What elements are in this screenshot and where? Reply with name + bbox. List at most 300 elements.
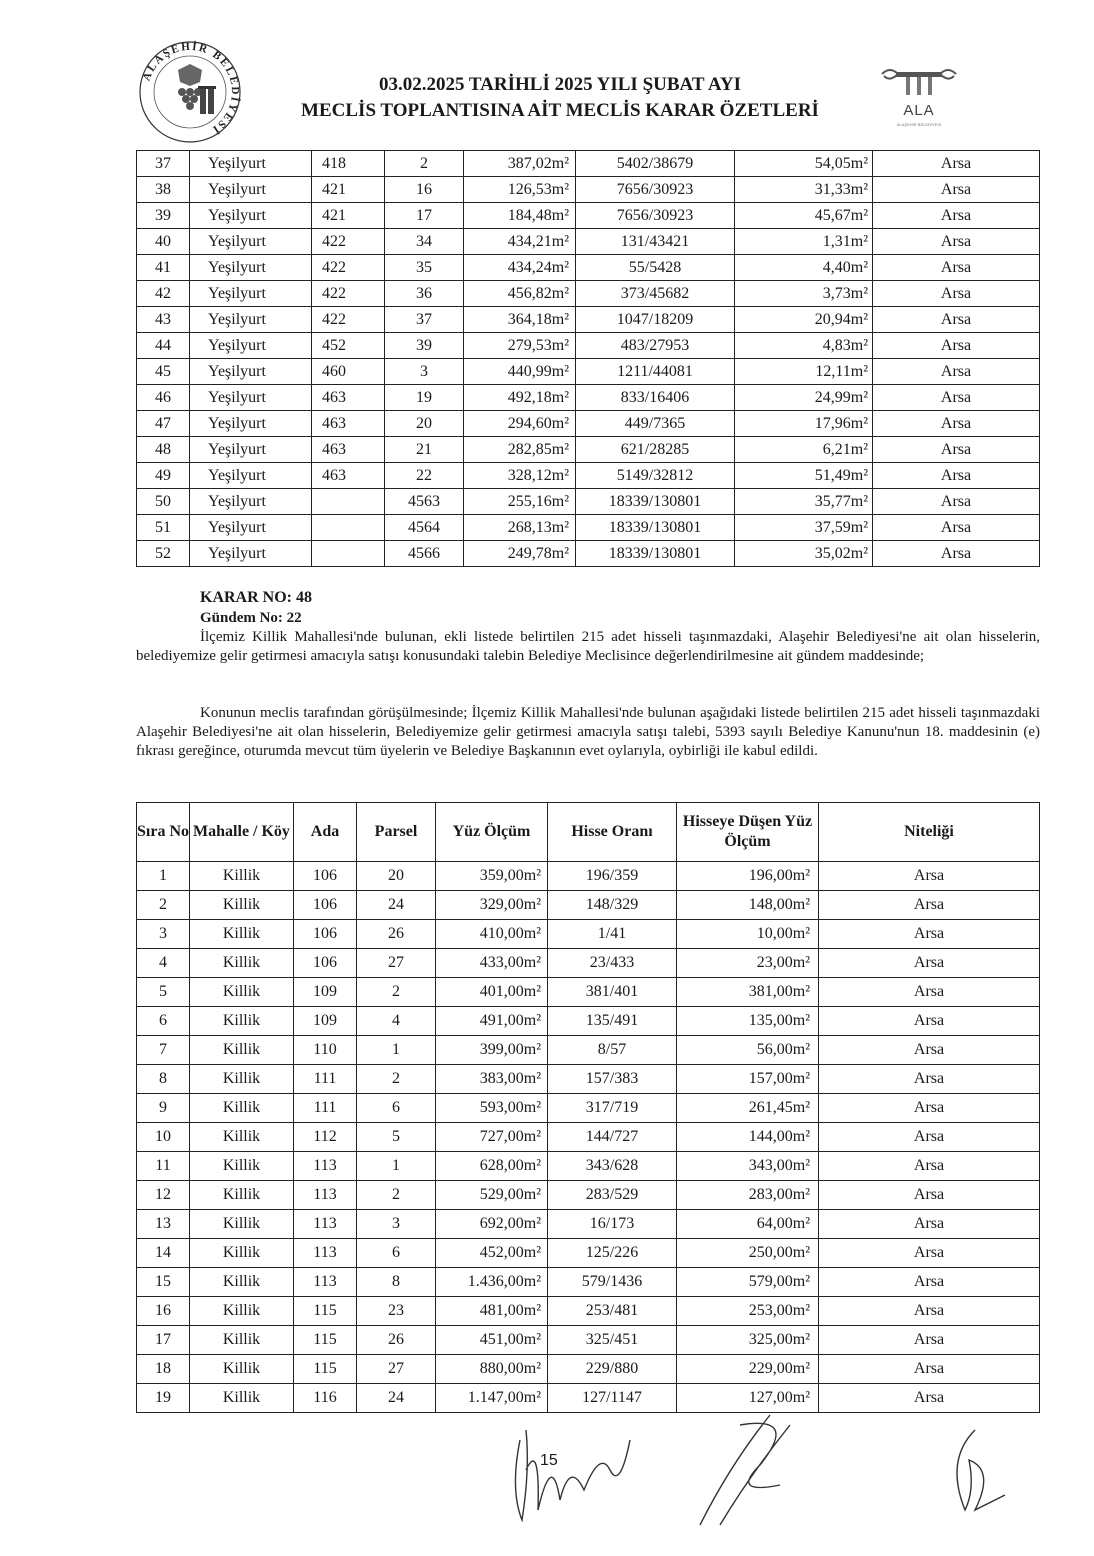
- cell-parsel: 2: [385, 151, 464, 177]
- cell-yuz: 387,02m²: [464, 151, 576, 177]
- cell-dusen: 54,05m²: [735, 151, 873, 177]
- cell-dusen: 45,67m²: [735, 203, 873, 229]
- cell-nitelik: Arsa: [873, 437, 1040, 463]
- cell-hisse: 55/5428: [576, 255, 735, 281]
- killik-parcel-table: [136, 802, 1040, 1413]
- cell-sira: 17: [137, 1326, 190, 1355]
- table-row: [137, 1210, 1040, 1239]
- cell-mahalle: Yeşilyurt: [190, 333, 312, 359]
- cell-parsel: 23: [357, 1297, 436, 1326]
- table-header-row: [137, 803, 1040, 862]
- cell-dusen: 1,31m²: [735, 229, 873, 255]
- cell-sira: 9: [137, 1094, 190, 1123]
- cell-parsel: 2: [357, 1181, 436, 1210]
- cell-mahalle: Killik: [190, 1123, 294, 1152]
- table-row: [137, 307, 1040, 333]
- cell-nitelik: Arsa: [873, 177, 1040, 203]
- cell-hisse: 7656/30923: [576, 203, 735, 229]
- title-line-2: MECLİS TOPLANTISINA AİT MECLİS KARAR ÖZETLERİ: [301, 100, 819, 121]
- table-row: [137, 541, 1040, 567]
- cell-sira: 19: [137, 1384, 190, 1413]
- header-hisseye-dusen: Hisseye Düşen Yüz Ölçüm: [677, 803, 819, 862]
- cell-sira: 52: [137, 541, 190, 567]
- cell-yuz: 434,21m²: [464, 229, 576, 255]
- cell-mahalle: Killik: [190, 1007, 294, 1036]
- cell-parsel: 37: [385, 307, 464, 333]
- cell-dusen: 157,00m²: [677, 1065, 819, 1094]
- page-title: [260, 72, 860, 124]
- cell-hisse: 381/401: [548, 978, 677, 1007]
- header-ada: Ada: [294, 803, 357, 862]
- cell-dusen: 127,00m²: [677, 1384, 819, 1413]
- cell-nitelik: Arsa: [873, 151, 1040, 177]
- cell-nitelik: Arsa: [873, 385, 1040, 411]
- karar-paragraph-1: İlçemiz Killik Mahallesi'nde bulunan, ekli listede belirtilen 215 adet hisseli taşınmazdaki, Alaşehir Belediyesi'ne ait olan hisselerin, belediyemize gelir getirmesi amacıyla satışı konusundaki talebin Belediye Meclisince değerlendirilmesine ait gündem maddesinde;: [136, 629, 1040, 664]
- table-row: [137, 437, 1040, 463]
- cell-ada: 106: [294, 862, 357, 891]
- cell-ada: 116: [294, 1384, 357, 1413]
- header-parsel: Parsel: [357, 803, 436, 862]
- cell-dusen: 325,00m²: [677, 1326, 819, 1355]
- cell-ada: 113: [294, 1268, 357, 1297]
- table-row: [137, 1036, 1040, 1065]
- cell-sira: 49: [137, 463, 190, 489]
- cell-yuz: 492,18m²: [464, 385, 576, 411]
- cell-parsel: 21: [385, 437, 464, 463]
- cell-hisse: 1/41: [548, 920, 677, 949]
- cell-parsel: 26: [357, 920, 436, 949]
- cell-mahalle: Killik: [190, 1094, 294, 1123]
- cell-nitelik: Arsa: [819, 1297, 1040, 1326]
- cell-mahalle: Killik: [190, 1268, 294, 1297]
- header-hisse-orani: Hisse Oranı: [548, 803, 677, 862]
- cell-hisse: 253/481: [548, 1297, 677, 1326]
- cell-nitelik: Arsa: [819, 891, 1040, 920]
- seal-text: ALAŞEHİR BELEDİYESİ: [140, 40, 242, 137]
- karar-no: KARAR NO: 48: [200, 589, 312, 606]
- cell-yuz: 456,82m²: [464, 281, 576, 307]
- cell-ada: 106: [294, 920, 357, 949]
- cell-hisse: 1211/44081: [576, 359, 735, 385]
- cell-yuz: 401,00m²: [436, 978, 548, 1007]
- cell-sira: 51: [137, 515, 190, 541]
- table-row: [137, 1355, 1040, 1384]
- cell-mahalle: Yeşilyurt: [190, 463, 312, 489]
- table-row: [137, 891, 1040, 920]
- cell-sira: 38: [137, 177, 190, 203]
- cell-hisse: 483/27953: [576, 333, 735, 359]
- cell-parsel: 34: [385, 229, 464, 255]
- table-row: [137, 515, 1040, 541]
- cell-parsel: 5: [357, 1123, 436, 1152]
- cell-yuz: 126,53m²: [464, 177, 576, 203]
- cell-nitelik: Arsa: [873, 307, 1040, 333]
- cell-yuz: 491,00m²: [436, 1007, 548, 1036]
- cell-sira: 14: [137, 1239, 190, 1268]
- cell-mahalle: Yeşilyurt: [190, 437, 312, 463]
- cell-ada: 422: [312, 307, 385, 333]
- table-row: [137, 1239, 1040, 1268]
- cell-parsel: 36: [385, 281, 464, 307]
- cell-ada: 113: [294, 1181, 357, 1210]
- cell-dusen: 381,00m²: [677, 978, 819, 1007]
- cell-dusen: 37,59m²: [735, 515, 873, 541]
- cell-sira: 5: [137, 978, 190, 1007]
- cell-hisse: 144/727: [548, 1123, 677, 1152]
- cell-parsel: 19: [385, 385, 464, 411]
- signature-2-icon: [690, 1405, 810, 1535]
- table-row: [137, 978, 1040, 1007]
- table-row: [137, 1384, 1040, 1413]
- cell-hisse: 373/45682: [576, 281, 735, 307]
- cell-parsel: 27: [357, 949, 436, 978]
- cell-hisse: 579/1436: [548, 1268, 677, 1297]
- cell-ada: 111: [294, 1065, 357, 1094]
- cell-parsel: 6: [357, 1094, 436, 1123]
- cell-ada: 422: [312, 229, 385, 255]
- cell-mahalle: Yeşilyurt: [190, 307, 312, 333]
- table-row: [137, 949, 1040, 978]
- cell-nitelik: Arsa: [873, 489, 1040, 515]
- cell-yuz: 184,48m²: [464, 203, 576, 229]
- table-row: [137, 1152, 1040, 1181]
- cell-ada: 109: [294, 978, 357, 1007]
- cell-dusen: 3,73m²: [735, 281, 873, 307]
- page-header: [0, 0, 1094, 150]
- table-row: [137, 333, 1040, 359]
- cell-nitelik: Arsa: [819, 1326, 1040, 1355]
- header-mahalle: Mahalle / Köy: [190, 803, 294, 862]
- table-row: [137, 1094, 1040, 1123]
- cell-mahalle: Killik: [190, 1384, 294, 1413]
- cell-ada: 115: [294, 1297, 357, 1326]
- cell-nitelik: Arsa: [819, 1181, 1040, 1210]
- cell-ada: 113: [294, 1152, 357, 1181]
- cell-yuz: 249,78m²: [464, 541, 576, 567]
- cell-ada: 463: [312, 437, 385, 463]
- cell-dusen: 4,83m²: [735, 333, 873, 359]
- cell-mahalle: Killik: [190, 1036, 294, 1065]
- cell-parsel: 3: [357, 1210, 436, 1239]
- table-row: [137, 1268, 1040, 1297]
- cell-nitelik: Arsa: [819, 1036, 1040, 1065]
- cell-sira: 39: [137, 203, 190, 229]
- cell-parsel: 1: [357, 1036, 436, 1065]
- cell-mahalle: Killik: [190, 1297, 294, 1326]
- table-row: [137, 281, 1040, 307]
- cell-ada: 452: [312, 333, 385, 359]
- cell-mahalle: Yeşilyurt: [190, 359, 312, 385]
- cell-nitelik: Arsa: [873, 229, 1040, 255]
- cell-dusen: 343,00m²: [677, 1152, 819, 1181]
- table-row: [137, 411, 1040, 437]
- cell-yuz: 329,00m²: [436, 891, 548, 920]
- header-niteligi: Niteliği: [819, 803, 1040, 862]
- cell-hisse: 16/173: [548, 1210, 677, 1239]
- cell-yuz: 452,00m²: [436, 1239, 548, 1268]
- municipality-seal-icon: [138, 40, 242, 144]
- page-number: 15: [540, 1452, 558, 1469]
- cell-sira: 3: [137, 920, 190, 949]
- cell-nitelik: Arsa: [873, 515, 1040, 541]
- cell-ada: 463: [312, 463, 385, 489]
- cell-dusen: 24,99m²: [735, 385, 873, 411]
- cell-hisse: 5402/38679: [576, 151, 735, 177]
- cell-ada: 106: [294, 949, 357, 978]
- gundem-no: Gündem No: 22: [200, 610, 302, 626]
- cell-yuz: 1.436,00m²: [436, 1268, 548, 1297]
- cell-dusen: 35,02m²: [735, 541, 873, 567]
- cell-yuz: 328,12m²: [464, 463, 576, 489]
- cell-hisse: 18339/130801: [576, 489, 735, 515]
- table-row: [137, 229, 1040, 255]
- cell-hisse: 148/329: [548, 891, 677, 920]
- table-row: [137, 1123, 1040, 1152]
- cell-hisse: 23/433: [548, 949, 677, 978]
- cell-sira: 50: [137, 489, 190, 515]
- cell-ada: 111: [294, 1094, 357, 1123]
- cell-dusen: 148,00m²: [677, 891, 819, 920]
- cell-ada: 106: [294, 891, 357, 920]
- cell-dusen: 283,00m²: [677, 1181, 819, 1210]
- cell-ada: 112: [294, 1123, 357, 1152]
- cell-nitelik: Arsa: [873, 281, 1040, 307]
- cell-sira: 16: [137, 1297, 190, 1326]
- cell-mahalle: Killik: [190, 1355, 294, 1384]
- table-row: [137, 1065, 1040, 1094]
- cell-sira: 37: [137, 151, 190, 177]
- cell-dusen: 229,00m²: [677, 1355, 819, 1384]
- cell-mahalle: Killik: [190, 1152, 294, 1181]
- cell-dusen: 261,45m²: [677, 1094, 819, 1123]
- cell-sira: 6: [137, 1007, 190, 1036]
- cell-mahalle: Killik: [190, 920, 294, 949]
- cell-nitelik: Arsa: [873, 203, 1040, 229]
- cell-nitelik: Arsa: [819, 1355, 1040, 1384]
- cell-parsel: 20: [385, 411, 464, 437]
- cell-parsel: 2: [357, 978, 436, 1007]
- cell-yuz: 279,53m²: [464, 333, 576, 359]
- cell-nitelik: Arsa: [819, 1007, 1040, 1036]
- cell-ada: 113: [294, 1239, 357, 1268]
- cell-sira: 43: [137, 307, 190, 333]
- table-row: [137, 255, 1040, 281]
- cell-ada: 463: [312, 385, 385, 411]
- cell-hisse: 1047/18209: [576, 307, 735, 333]
- cell-hisse: 7656/30923: [576, 177, 735, 203]
- cell-yuz: 359,00m²: [436, 862, 548, 891]
- cell-hisse: 5149/32812: [576, 463, 735, 489]
- cell-ada: 421: [312, 203, 385, 229]
- cell-mahalle: Killik: [190, 891, 294, 920]
- cell-mahalle: Killik: [190, 862, 294, 891]
- cell-nitelik: Arsa: [819, 1152, 1040, 1181]
- header-sira: Sıra No: [137, 803, 190, 862]
- cell-nitelik: Arsa: [819, 862, 1040, 891]
- cell-yuz: 364,18m²: [464, 307, 576, 333]
- table-row: [137, 1007, 1040, 1036]
- cell-mahalle: Killik: [190, 1326, 294, 1355]
- cell-hisse: 449/7365: [576, 411, 735, 437]
- cell-dusen: 144,00m²: [677, 1123, 819, 1152]
- cell-yuz: 727,00m²: [436, 1123, 548, 1152]
- cell-parsel: 27: [357, 1355, 436, 1384]
- cell-yuz: 880,00m²: [436, 1355, 548, 1384]
- cell-mahalle: Yeşilyurt: [190, 385, 312, 411]
- cell-mahalle: Yeşilyurt: [190, 541, 312, 567]
- cell-ada: [312, 541, 385, 567]
- cell-sira: 12: [137, 1181, 190, 1210]
- cell-yuz: 451,00m²: [436, 1326, 548, 1355]
- cell-dusen: 35,77m²: [735, 489, 873, 515]
- cell-sira: 41: [137, 255, 190, 281]
- cell-hisse: 18339/130801: [576, 541, 735, 567]
- cell-mahalle: Yeşilyurt: [190, 281, 312, 307]
- ala-logo-text: ALA: [903, 102, 935, 119]
- cell-hisse: 317/719: [548, 1094, 677, 1123]
- cell-sira: 4: [137, 949, 190, 978]
- cell-nitelik: Arsa: [819, 1094, 1040, 1123]
- cell-dusen: 17,96m²: [735, 411, 873, 437]
- cell-nitelik: Arsa: [873, 541, 1040, 567]
- table-row: [137, 489, 1040, 515]
- cell-hisse: 127/1147: [548, 1384, 677, 1413]
- cell-hisse: 196/359: [548, 862, 677, 891]
- cell-sira: 40: [137, 229, 190, 255]
- cell-mahalle: Yeşilyurt: [190, 229, 312, 255]
- cell-parsel: 4563: [385, 489, 464, 515]
- cell-sira: 42: [137, 281, 190, 307]
- cell-mahalle: Yeşilyurt: [190, 151, 312, 177]
- cell-dusen: 23,00m²: [677, 949, 819, 978]
- cell-mahalle: Yeşilyurt: [190, 177, 312, 203]
- cell-ada: 109: [294, 1007, 357, 1036]
- cell-mahalle: Yeşilyurt: [190, 489, 312, 515]
- cell-dusen: 6,21m²: [735, 437, 873, 463]
- cell-mahalle: Yeşilyurt: [190, 203, 312, 229]
- cell-nitelik: Arsa: [819, 1384, 1040, 1413]
- cell-ada: 463: [312, 411, 385, 437]
- cell-ada: 422: [312, 281, 385, 307]
- karar-paragraph-2: Konunun meclis tarafından görüşülmesinde; İlçemiz Killik Mahallesi'nde bulunan aşağıdaki listede belirtilen 215 adet hisseli taşınmazdaki Alaşehir Belediyesi'ne ait olan hisselerin, Belediyemize gelir getirmesi amacıyla satışı talebi, 5393 sayılı Belediye Kanunu'nun 18. maddesinin (e) fıkrası gereğince, oturumda mevcut tüm üyelerin ve Belediye Başkanının evet oylarıyla, oybirliği ile kabul edildi.: [136, 705, 1040, 759]
- cell-hisse: 343/628: [548, 1152, 677, 1181]
- cell-dusen: 4,40m²: [735, 255, 873, 281]
- cell-parsel: 8: [357, 1268, 436, 1297]
- cell-yuz: 255,16m²: [464, 489, 576, 515]
- cell-dusen: 10,00m²: [677, 920, 819, 949]
- cell-yuz: 692,00m²: [436, 1210, 548, 1239]
- cell-parsel: 26: [357, 1326, 436, 1355]
- table-row: [137, 203, 1040, 229]
- table-row: [137, 862, 1040, 891]
- table-row: [137, 151, 1040, 177]
- cell-hisse: 229/880: [548, 1355, 677, 1384]
- cell-nitelik: Arsa: [819, 1210, 1040, 1239]
- table-row: [137, 359, 1040, 385]
- cell-parsel: 35: [385, 255, 464, 281]
- cell-yuz: 440,99m²: [464, 359, 576, 385]
- cell-yuz: 433,00m²: [436, 949, 548, 978]
- cell-nitelik: Arsa: [873, 255, 1040, 281]
- cell-dusen: 20,94m²: [735, 307, 873, 333]
- signature-1-icon: [500, 1410, 640, 1530]
- cell-sira: 8: [137, 1065, 190, 1094]
- cell-nitelik: Arsa: [819, 978, 1040, 1007]
- cell-dusen: 12,11m²: [735, 359, 873, 385]
- cell-ada: 460: [312, 359, 385, 385]
- cell-mahalle: Yeşilyurt: [190, 411, 312, 437]
- cell-parsel: 4: [357, 1007, 436, 1036]
- cell-parsel: 22: [385, 463, 464, 489]
- cell-dusen: 579,00m²: [677, 1268, 819, 1297]
- cell-ada: 115: [294, 1355, 357, 1384]
- title-line-1: 03.02.2025 TARİHLİ 2025 YILI ŞUBAT AYI: [379, 74, 741, 95]
- table-row: [137, 385, 1040, 411]
- cell-parsel: 1: [357, 1152, 436, 1181]
- cell-nitelik: Arsa: [819, 1123, 1040, 1152]
- cell-sira: 46: [137, 385, 190, 411]
- cell-hisse: 8/57: [548, 1036, 677, 1065]
- table-row: [137, 1297, 1040, 1326]
- cell-sira: 1: [137, 862, 190, 891]
- cell-mahalle: Killik: [190, 978, 294, 1007]
- table-row: [137, 920, 1040, 949]
- cell-dusen: 64,00m²: [677, 1210, 819, 1239]
- cell-yuz: 529,00m²: [436, 1181, 548, 1210]
- table-row: [137, 1326, 1040, 1355]
- cell-ada: 418: [312, 151, 385, 177]
- cell-ada: 113: [294, 1210, 357, 1239]
- cell-hisse: 283/529: [548, 1181, 677, 1210]
- cell-sira: 48: [137, 437, 190, 463]
- signature-3-icon: [935, 1420, 1015, 1520]
- cell-nitelik: Arsa: [873, 411, 1040, 437]
- cell-yuz: 399,00m²: [436, 1036, 548, 1065]
- cell-hisse: 135/491: [548, 1007, 677, 1036]
- cell-nitelik: Arsa: [819, 1268, 1040, 1297]
- cell-mahalle: Killik: [190, 1210, 294, 1239]
- cell-sira: 45: [137, 359, 190, 385]
- cell-yuz: 434,24m²: [464, 255, 576, 281]
- cell-hisse: 833/16406: [576, 385, 735, 411]
- cell-sira: 47: [137, 411, 190, 437]
- cell-sira: 18: [137, 1355, 190, 1384]
- cell-dusen: 56,00m²: [677, 1036, 819, 1065]
- cell-parsel: 39: [385, 333, 464, 359]
- header-yuz-olcum: Yüz Ölçüm: [436, 803, 548, 862]
- cell-parsel: 3: [385, 359, 464, 385]
- cell-sira: 7: [137, 1036, 190, 1065]
- cell-sira: 11: [137, 1152, 190, 1181]
- table-row: [137, 1181, 1040, 1210]
- yesilyurt-parcel-table: [136, 150, 1040, 567]
- cell-parsel: 4566: [385, 541, 464, 567]
- cell-yuz: 481,00m²: [436, 1297, 548, 1326]
- table-row: [137, 463, 1040, 489]
- cell-nitelik: Arsa: [819, 920, 1040, 949]
- cell-hisse: 621/28285: [576, 437, 735, 463]
- cell-hisse: 157/383: [548, 1065, 677, 1094]
- cell-nitelik: Arsa: [819, 949, 1040, 978]
- cell-yuz: 294,60m²: [464, 411, 576, 437]
- cell-parsel: 4564: [385, 515, 464, 541]
- cell-sira: 13: [137, 1210, 190, 1239]
- cell-sira: 10: [137, 1123, 190, 1152]
- cell-mahalle: Killik: [190, 1239, 294, 1268]
- cell-mahalle: Killik: [190, 1065, 294, 1094]
- cell-hisse: 325/451: [548, 1326, 677, 1355]
- cell-ada: 115: [294, 1326, 357, 1355]
